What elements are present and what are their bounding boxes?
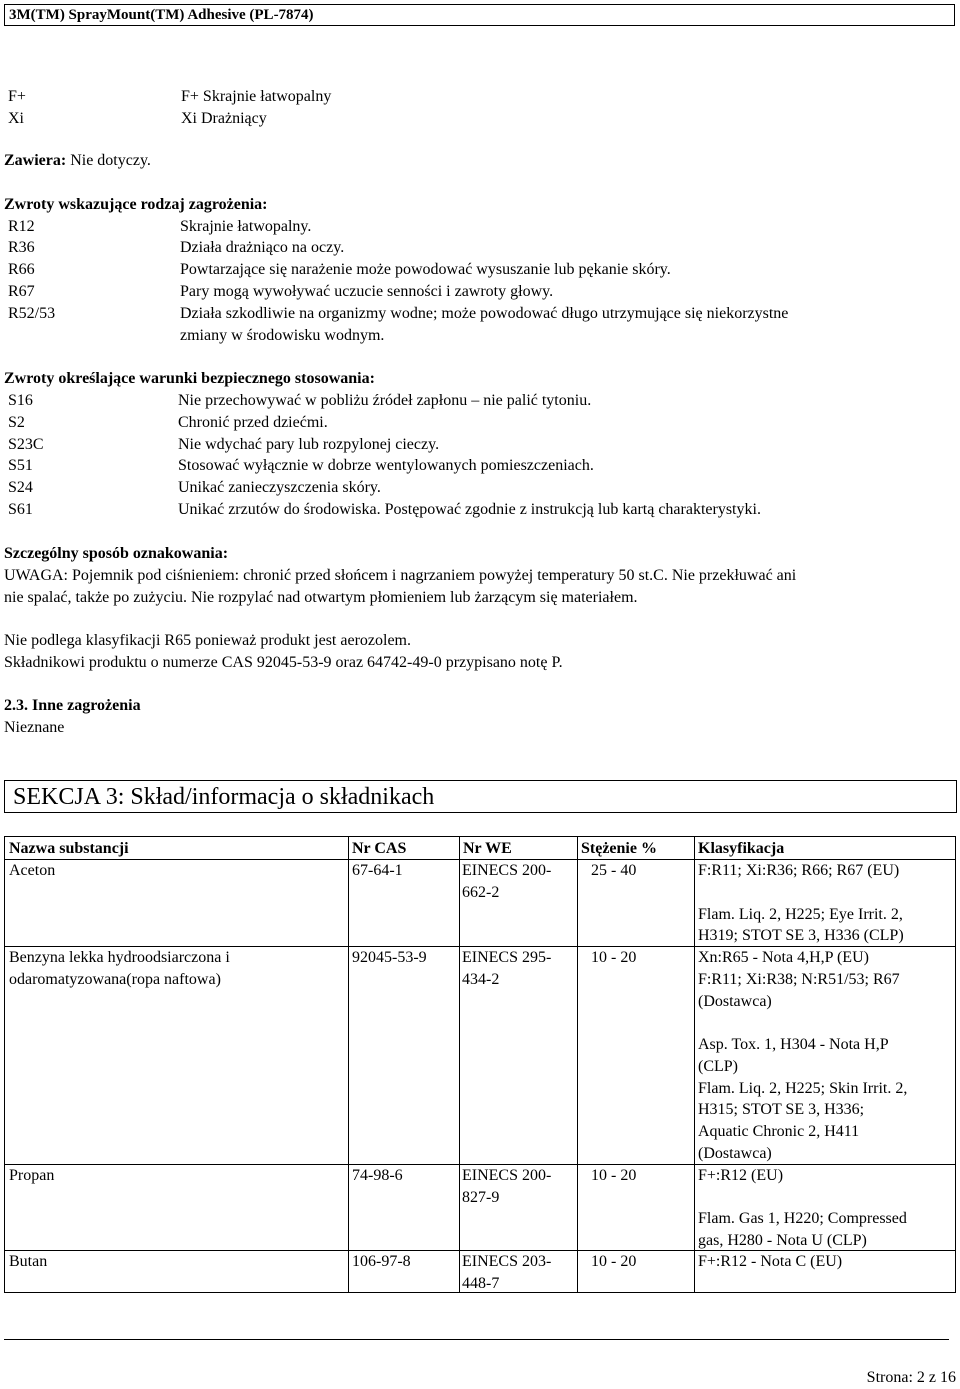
section-title: SEKCJA 3: Skład/informacja o składnikach: [13, 784, 435, 810]
s-phrase-text: Chronić przed dziećmi.: [178, 414, 328, 431]
symbol-code: Xi: [8, 110, 24, 127]
cell-classification: H315; STOT SE 3, H336;: [698, 1101, 865, 1118]
table-header-concentration: Stężenie %: [581, 840, 657, 857]
s-phrase-text: Nie wdychać pary lub rozpylonej cieczy.: [178, 436, 440, 453]
contains-label: Zawiera:: [4, 152, 67, 169]
table-column-divider: [694, 837, 695, 1292]
table-header-we: Nr WE: [463, 840, 512, 857]
r-phrases-heading: Zwroty wskazujące rodzaj zagrożenia:: [4, 196, 268, 213]
composition-table: [4, 836, 956, 1293]
cell-classification: F:R11; Xi:R38; N:R51/53; R67: [698, 971, 900, 988]
cell-we: 827-9: [462, 1189, 500, 1206]
table-header-classification: Klasyfikacja: [698, 840, 785, 857]
cell-classification: Flam. Gas 1, H220; Compressed: [698, 1210, 907, 1227]
other-hazards-heading: 2.3. Inne zagrożenia: [4, 697, 141, 714]
cell-cas: 106-97-8: [352, 1253, 411, 1270]
r-phrase-code: R67: [8, 283, 35, 300]
symbol-label: F+ Skrajnie łatwopalny: [181, 88, 332, 105]
cell-classification: (Dostawca): [698, 1145, 772, 1162]
r-phrase-text: Skrajnie łatwopalny.: [180, 218, 312, 235]
cell-classification: H319; STOT SE 3, H336 (CLP): [698, 927, 904, 944]
cell-we: 662-2: [462, 884, 500, 901]
s-phrases-heading: Zwroty określające warunki bezpiecznego stosowania:: [4, 370, 375, 387]
r-phrase-code: R66: [8, 261, 35, 278]
table-column-divider: [459, 837, 460, 1292]
table-column-divider: [348, 837, 349, 1292]
special-labelling-heading: Szczególny sposób oznakowania:: [4, 545, 229, 562]
document-header: [4, 4, 955, 26]
table-header-cas: Nr CAS: [352, 840, 407, 857]
r-phrase-text: Pary mogą wywoływać uczucie senności i zawroty głowy.: [180, 283, 554, 300]
special-labelling-text: UWAGA: Pojemnik pod ciśnieniem: chronić przed słońcem i nagrzaniem powyżej temperatury 50 st.C. Nie przekłuwać ani: [4, 567, 797, 584]
r-phrase-text: Powtarzające się narażenie może powodować wysuszanie lub pękanie skóry.: [180, 261, 671, 278]
s-phrase-text: Stosować wyłącznie w dobrze wentylowanych pomieszczeniach.: [178, 457, 594, 474]
section-title-box: [4, 780, 957, 813]
s-phrase-code: S51: [8, 457, 33, 474]
document-title: 3M(TM) SprayMount(TM) Adhesive (PL-7874): [9, 7, 314, 23]
cell-we: 434-2: [462, 971, 500, 988]
table-column-divider: [577, 837, 578, 1292]
r-phrase-text: Działa drażniąco na oczy.: [180, 239, 345, 256]
cell-we: EINECS 203-: [462, 1253, 552, 1270]
other-hazards-value: Nieznane: [4, 719, 65, 736]
cell-concentration: 10 - 20: [591, 1167, 637, 1184]
r-phrase-text-continued: zmiany w środowisku wodnym.: [180, 327, 385, 344]
table-header-name: Nazwa substancji: [9, 840, 129, 857]
cell-name: Butan: [9, 1253, 48, 1270]
cell-concentration: 10 - 20: [591, 1253, 637, 1270]
r-phrase-code: R36: [8, 239, 35, 256]
cell-classification: Asp. Tox. 1, H304 - Nota H,P: [698, 1036, 889, 1053]
special-labelling-text: nie spalać, także po zużyciu. Nie rozpylać nad otwartym płomieniem lub żarzącym się materiałem.: [4, 589, 638, 606]
cell-cas: 92045-53-9: [352, 949, 427, 966]
s-phrase-text: Nie przechowywać w pobliżu źródeł zapłonu – nie palić tytoniu.: [178, 392, 592, 409]
cell-name: Aceton: [9, 862, 56, 879]
s-phrase-code: S61: [8, 501, 33, 518]
cell-we: EINECS 200-: [462, 1167, 552, 1184]
r-phrase-text: Działa szkodliwie na organizmy wodne; może powodować długo utrzymujące się niekorzystne: [180, 305, 789, 322]
cell-classification: gas, H280 - Nota U (CLP): [698, 1232, 867, 1249]
cell-classification: Aquatic Chronic 2, H411: [698, 1123, 860, 1140]
s-phrase-text: Unikać zrzutów do środowiska. Postępować zgodnie z instrukcją lub kartą charakterystyki.: [178, 501, 761, 518]
cell-name: Propan: [9, 1167, 55, 1184]
r-phrase-code: R52/53: [8, 305, 56, 322]
contains-line: [4, 150, 151, 172]
cell-classification: (CLP): [698, 1058, 738, 1075]
s-phrase-code: S23C: [8, 436, 44, 453]
cell-concentration: 10 - 20: [591, 949, 637, 966]
r-phrase-code: R12: [8, 218, 35, 235]
cell-name: Benzyna lekka hydroodsiarczona i: [9, 949, 230, 966]
cell-classification: (Dostawca): [698, 993, 772, 1010]
cell-classification: F:R11; Xi:R36; R66; R67 (EU): [698, 862, 900, 879]
note-text: Składnikowi produktu o numerze CAS 92045-53-9 oraz 64742-49-0 przypisano notę P.: [4, 654, 563, 671]
symbol-code: F+: [8, 88, 26, 105]
contains-value: Nie dotyczy.: [70, 152, 151, 169]
s-phrase-text: Unikać zanieczyszczenia skóry.: [178, 479, 381, 496]
note-text: Nie podlega klasyfikacji R65 ponieważ produkt jest aerozolem.: [4, 632, 411, 649]
cell-classification: Xn:R65 - Nota 4,H,P (EU): [698, 949, 869, 966]
s-phrase-code: S2: [8, 414, 25, 431]
cell-classification: Flam. Liq. 2, H225; Skin Irrit. 2,: [698, 1080, 908, 1097]
cell-we: 448-7: [462, 1275, 500, 1292]
cell-we: EINECS 295-: [462, 949, 552, 966]
cell-cas: 67-64-1: [352, 862, 403, 879]
cell-cas: 74-98-6: [352, 1167, 403, 1184]
symbol-label: Xi Drażniący: [181, 110, 267, 127]
cell-classification: F+:R12 - Nota C (EU): [698, 1253, 843, 1270]
cell-concentration: 25 - 40: [591, 862, 637, 879]
cell-classification: F+:R12 (EU): [698, 1167, 784, 1184]
cell-classification: Flam. Liq. 2, H225; Eye Irrit. 2,: [698, 906, 903, 923]
s-phrase-code: S24: [8, 479, 33, 496]
page-number: Strona: 2 z 16: [866, 1369, 956, 1386]
cell-name: odaromatyzowana(ropa naftowa): [9, 971, 221, 988]
s-phrase-code: S16: [8, 392, 33, 409]
footer-divider: [4, 1339, 949, 1340]
cell-we: EINECS 200-: [462, 862, 552, 879]
